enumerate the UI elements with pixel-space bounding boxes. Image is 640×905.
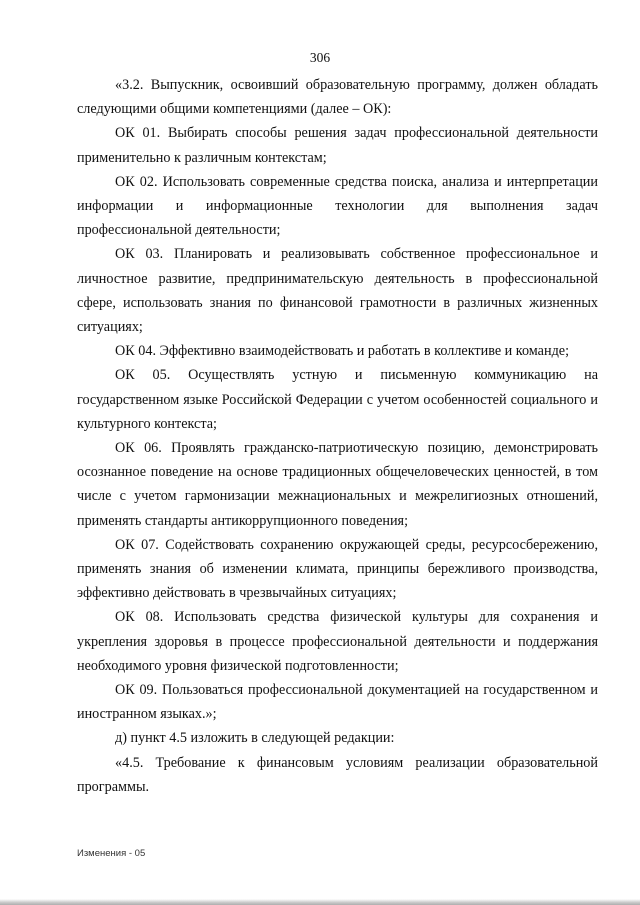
paragraph-ok-09: ОК 09. Пользоваться профессиональной документацией на государственном и иностранном языках.»;: [77, 682, 598, 723]
page-number: 306: [309, 50, 331, 65]
body-text: [77, 73, 598, 799]
paragraph-ok-04: ОК 04. Эффективно взаимодействовать и работать в коллективе и команде;: [115, 343, 570, 360]
paragraph-ok-02: ОК 02. Использовать современные средства поиска, анализа и интерпретации информации и информационные технологии для выполнения задач профессиональной деятельности;: [77, 173, 598, 239]
paragraph-ok-07: ОК 07. Содействовать сохранению окружающей среды, ресурсосбережению, применять знания об изменении климата, принципы бережливого производства, эффективно действовать в чрезвычайных ситуациях;: [77, 536, 598, 602]
paragraph-ok-06: ОК 06. Проявлять гражданско-патриотическую позицию, демонстрировать осознанное поведение на основе традиционных общечеловеческих ценностей, в том числе с учетом гармонизации межнациональных и межрелигиозных отношений, применять стандарты антикоррупционного поведения;: [77, 440, 598, 529]
paragraph-ok-01: ОК 01. Выбирать способы решения задач профессиональной деятельности применительно к различным контекстам;: [77, 125, 598, 166]
paragraph-ok-05: ОК 05. Осуществлять устную и письменную коммуникацию на государственном языке Российской Федерации с учетом особенностей социального и культурного контекста;: [77, 367, 598, 432]
paragraph-ok-03: ОК 03. Планировать и реализовывать собственное профессиональное и личностное развитие, предпринимательскую деятельность в профессиональной сфере, использовать знания по финансовой грамотности в различных жизненных ситуациях;: [77, 246, 598, 336]
paragraph-item-d: д) пункт 4.5 изложить в следующей редакции:: [115, 730, 395, 747]
paragraph-intro: «3.2. Выпускник, освоивший образовательную программу, должен обладать следующими общими компетенциями (далее – ОК):: [77, 77, 598, 118]
paragraph-4-5: «4.5. Требование к финансовым условиям реализации образовательной программы.: [77, 754, 598, 795]
footer-note: Изменения - 05: [77, 848, 146, 859]
paragraph-ok-08: ОК 08. Использовать средства физической культуры для сохранения и укрепления здоровья в процессе профессиональной деятельности и поддержания необходимого уровня физической подготовленности;: [77, 609, 598, 674]
